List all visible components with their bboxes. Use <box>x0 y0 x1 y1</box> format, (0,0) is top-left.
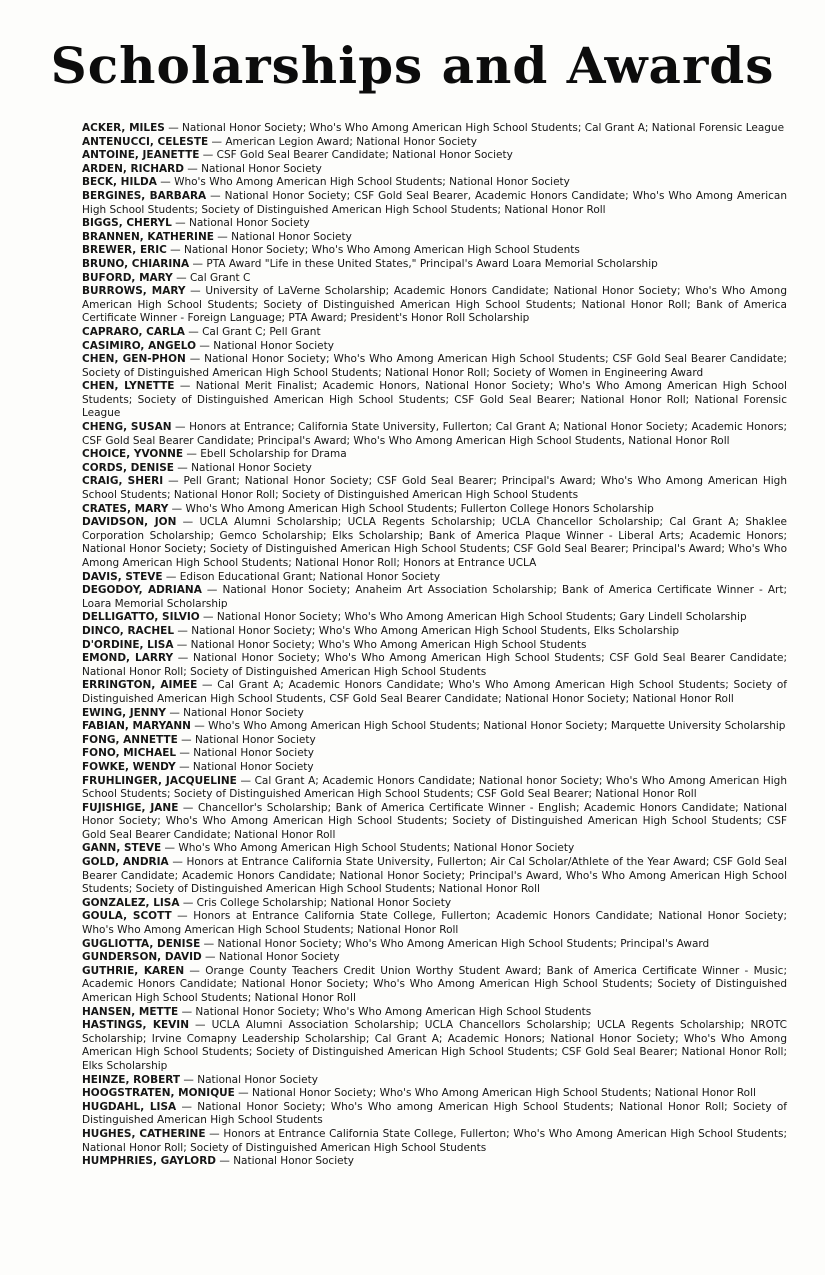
award-list-text: PTA Award "Life in these United States," Principal's Award Loara Memorial Scholarship <box>206 257 658 270</box>
award-entry <box>82 231 787 245</box>
award-entry <box>82 897 787 911</box>
entry-separator: — <box>199 149 217 162</box>
award-list-text: Who's Who Among American High School Students; Fullerton College Honors Scholarship <box>185 502 654 515</box>
entry-separator: — <box>189 257 207 270</box>
student-name: BIGGS, CHERYL <box>82 217 172 230</box>
student-name: FUJISHIGE, JANE <box>82 801 179 814</box>
award-entry <box>82 149 787 163</box>
entry-separator: — <box>180 1073 198 1086</box>
award-list-text: Cal Grant C <box>189 271 251 284</box>
entry-separator: — <box>183 448 201 461</box>
student-name: CORDS, DENISE <box>82 461 174 474</box>
award-entry <box>82 775 787 802</box>
award-list-text: Chancellor's Scholarship; Bank of America Certificate Winner - English; Academic Honors Candidate; National Honor Society; Who's Who Among American High School Students; Society of Distinguished American High School Students; CSF Gold Seal Bearer Candidate; National Honor Roll <box>82 801 787 841</box>
entry-separator: — <box>234 1087 253 1100</box>
award-entry <box>82 217 787 231</box>
award-list-text: National Honor Society <box>233 1155 354 1168</box>
entry-separator: — <box>177 733 195 746</box>
entry-separator: — <box>156 176 175 189</box>
award-list-text: Edison Educational Grant; National Honor Society <box>179 570 441 583</box>
entry-separator: — <box>201 584 223 597</box>
award-list-text: National Honor Society <box>192 760 314 773</box>
student-name: DINCO, RACHEL <box>82 624 175 637</box>
award-entry <box>82 938 787 952</box>
award-entry <box>82 625 787 639</box>
award-entry <box>82 842 787 856</box>
student-name: DELLIGATTO, SILVIO <box>82 611 200 624</box>
student-name: CASIMIRO, ANGELO <box>82 339 197 352</box>
award-list-text: National Honor Society; Who's Who Among American High School Students; Cal Grant A; National Forensic League <box>182 122 785 134</box>
entry-separator: — <box>216 1155 234 1168</box>
award-list-text: National Honor Society <box>213 339 334 352</box>
student-name: DEGODOY, ADRIANA <box>82 584 202 597</box>
award-entry <box>82 258 787 272</box>
entry-separator: — <box>174 624 192 637</box>
award-list-text: Who's Who Among American High School Students; National Honor Society; Marquette University Scholarship <box>208 720 786 733</box>
entry-separator: — <box>168 502 186 515</box>
award-entry <box>82 679 787 706</box>
entry-separator: — <box>165 706 184 719</box>
award-entry <box>82 951 787 965</box>
student-name: HUGHES, CATHERINE <box>82 1127 206 1140</box>
award-list-text: Cal Grant A; Academic Honors Candidate; Who's Who Among American High School Students; Society of Distinguished American High School Students, CSF Gold Seal Bearer Candidate; National Honor Society; National Honor Roll <box>82 679 787 705</box>
entry-separator: — <box>173 461 192 474</box>
award-list-text: National Honor Society; Who's Who Among American High School Students, Elks Scholarship <box>191 624 680 637</box>
student-name: GOLD, ANDRIA <box>82 856 169 869</box>
entry-separator: — <box>184 964 206 977</box>
entry-separator: — <box>199 611 217 624</box>
page-title: Scholarships and Awards <box>50 36 775 95</box>
student-name: FABIAN, MARYANN <box>82 720 191 733</box>
entry-separator: — <box>172 271 190 284</box>
student-name: FONG, ANNETTE <box>82 733 178 746</box>
award-list-text: Ebell Scholarship for Drama <box>200 448 347 461</box>
student-name: GANN, STEVE <box>82 842 162 855</box>
award-entry <box>82 747 787 761</box>
entry-separator: — <box>185 285 206 298</box>
award-entry <box>82 421 787 448</box>
entry-separator: — <box>213 230 232 243</box>
award-entry <box>82 1087 787 1101</box>
entry-separator: — <box>176 747 194 760</box>
entry-separator: — <box>171 910 194 923</box>
award-entry <box>82 802 787 843</box>
entry-separator: — <box>166 244 184 257</box>
award-entry <box>82 856 787 897</box>
award-entry <box>82 340 787 354</box>
award-entry <box>82 652 787 679</box>
student-name: CHENG, SUSAN <box>82 421 172 434</box>
entry-separator: — <box>176 1100 198 1113</box>
award-entry <box>82 448 787 462</box>
entry-separator: — <box>205 1127 224 1140</box>
award-entry <box>82 1101 787 1128</box>
award-list-text: National Honor Society <box>193 747 314 760</box>
entry-separator: — <box>163 475 184 488</box>
student-name: ANTOINE, JEANETTE <box>82 149 200 162</box>
student-name: BRUNO, CHIARINA <box>82 257 190 270</box>
entry-separator: — <box>175 760 193 773</box>
award-list-text: Cal Grant A; Academic Honors Candidate; National honor Society; Who's Who Among American High School Students; Society of Distinguished American High School Students; CSF Gold Seal Bearer; National Honor Roll <box>82 774 787 801</box>
award-entry <box>82 639 787 653</box>
award-list-text: American Legion Award; National Honor Society <box>225 135 477 148</box>
entry-separator: — <box>190 720 209 733</box>
award-list-text: Honors at Entrance California State University, Fullerton; Air Cal Scholar/Athlete of the Year Award; CSF Gold Seal Bearer Candidate; Academic Honors Candidate; National Honor Society; Principal's Award, Who's Who Among American High School Students; Society of Distinguished American High School Students; National Honor Roll <box>82 856 788 896</box>
entry-separator: — <box>178 1005 196 1018</box>
student-name: BUFORD, MARY <box>82 271 173 284</box>
award-entry <box>82 136 787 150</box>
student-name: FOWKE, WENDY <box>82 760 176 773</box>
award-entry <box>82 1019 787 1073</box>
award-entry <box>82 176 787 190</box>
student-name: BURROWS, MARY <box>82 285 186 298</box>
award-list-text: Cris College Scholarship; National Honor Society <box>196 896 452 909</box>
award-list-text: UCLA Alumni Association Scholarship; UCLA Chancellors Scholarship; UCLA Regents Scholarship; NROTC Scholarship; Irvine Comapny Leadership Scholarship; Cal Grant A; Academic Honors; National Honor Society; Who's Who Among American High School Students; Society of Distinguished American High School Students; CSF Gold Seal Bearer; National Honor Roll; Elks Scholarship <box>82 1019 787 1072</box>
student-name: CAPRARO, CARLA <box>82 325 185 338</box>
entry-separator: — <box>197 679 218 692</box>
award-entry <box>82 571 787 585</box>
award-list-text: Honors at Entrance California State College, Fullerton; Who's Who Among American High School Students; National Honor Roll; Society of Distinguished American High School Students <box>82 1127 787 1154</box>
entry-separator: — <box>201 951 219 964</box>
student-name: FONO, MICHAEL <box>82 747 177 760</box>
student-name: BRANNEN, KATHERINE <box>82 230 214 243</box>
student-name: CHEN, GEN-PHON <box>82 353 186 366</box>
entry-separator: — <box>196 339 214 352</box>
award-entry <box>82 503 787 517</box>
award-list-text: National Honor Society; Who's Who Among American High School Students; CSF Gold Seal Bearer Candidate; National Honor Roll; Society of Distinguished American High School Students <box>82 652 787 678</box>
award-list-text: National Honor Society <box>189 217 310 230</box>
student-name: GUTHRIE, KAREN <box>82 964 185 977</box>
entry-separator: — <box>189 1019 212 1032</box>
award-entry <box>82 516 787 570</box>
award-entry <box>82 720 787 734</box>
student-name: D'ORDINE, LISA <box>82 638 174 651</box>
student-name: CRAIG, SHERI <box>82 475 164 488</box>
student-name: BECK, HILDA <box>82 176 157 189</box>
award-list-text: National Honor Society; Who's Who Among American High School Students <box>190 638 587 651</box>
student-name: GUNDERSON, DAVID <box>82 951 202 964</box>
awards-list <box>82 122 787 1169</box>
award-entry <box>82 1155 787 1169</box>
student-name: FRUHLINGER, JACQUELINE <box>82 774 237 787</box>
award-list-text: National Honor Society <box>201 162 322 175</box>
entry-separator: — <box>176 516 200 529</box>
entry-separator: — <box>184 325 203 338</box>
entry-separator: — <box>173 638 191 651</box>
entry-separator: — <box>206 189 225 202</box>
student-name: EMOND, LARRY <box>82 652 174 665</box>
award-list-text: National Honor Society <box>191 461 312 474</box>
award-list-text: National Honor Society <box>231 230 352 243</box>
award-entry <box>82 326 787 340</box>
student-name: ERRINGTON, AIMEE <box>82 679 198 692</box>
award-list-text: National Honor Society; CSF Gold Seal Bearer, Academic Honors Candidate; Who's Who Among American High School Students; Society of Distinguished American High School Students; National Honor Roll <box>82 189 787 216</box>
student-name: HUMPHRIES, GAYLORD <box>82 1155 217 1168</box>
award-list-text: National Honor Society <box>194 733 316 746</box>
award-entry <box>82 353 787 380</box>
award-entry <box>82 190 787 217</box>
student-name: HANSEN, METTE <box>82 1005 179 1018</box>
student-name: GONZALEZ, LISA <box>82 896 180 909</box>
entry-separator: — <box>161 842 179 855</box>
award-entry <box>82 1074 787 1088</box>
student-name: BERGINES, BARBARA <box>82 189 207 202</box>
award-entry <box>82 380 787 421</box>
entry-separator: — <box>171 217 190 230</box>
student-name: EWING, JENNY <box>82 706 166 719</box>
award-entry <box>82 965 787 1006</box>
entry-separator: — <box>208 135 226 148</box>
award-entry <box>82 272 787 286</box>
award-list-text: Cal Grant C; Pell Grant <box>202 325 321 338</box>
entry-separator: — <box>168 856 187 869</box>
award-list-text: National Honor Society; Who's Who among American High School Students; National Honor Roll; Society of Distinguished American High School Students <box>82 1100 787 1127</box>
award-list-text: National Honor Society <box>197 1073 318 1086</box>
student-name: ACKER, MILES <box>82 122 165 134</box>
entry-separator: — <box>183 162 202 175</box>
award-list-text: Who's Who Among American High School Students; National Honor Society <box>178 842 575 855</box>
student-name: HOOGSTRATEN, MONIQUE <box>82 1087 235 1100</box>
award-entry <box>82 707 787 721</box>
award-list-text: University of LaVerne Scholarship; Academic Honors Candidate; National Honor Society; Who's Who Among American High School Students; Society of Distinguished American High School Students; National Honor Roll; Bank of America Certificate Winner - Foreign Language; PTA Award; President's Honor Roll Scholarship <box>82 285 787 325</box>
entry-separator: — <box>236 774 255 787</box>
award-list-text: Orange County Teachers Credit Union Worthy Student Award; Bank of America Certificate Winner - Music; Academic Honors Candidate; National Honor Society; Who's Who Among American High School Students; Society of Distinguished American High School Students; National Honor Roll <box>82 964 787 1004</box>
award-entry <box>82 734 787 748</box>
award-entry <box>82 285 787 326</box>
entry-separator: — <box>173 652 193 665</box>
award-entry <box>82 611 787 625</box>
entry-separator: — <box>179 896 197 909</box>
award-list-text: National Honor Society; Who's Who Among American High School Students; Gary Lindell Scholarship <box>216 611 747 624</box>
student-name: CRATES, MARY <box>82 502 169 515</box>
award-list-text: Who's Who Among American High School Students; National Honor Society <box>174 176 570 189</box>
award-list-text: National Honor Society; Who's Who Among American High School Students; Principal's Award <box>217 937 710 950</box>
award-entry <box>82 462 787 476</box>
award-list-text: Pell Grant; National Honor Society; CSF Gold Seal Bearer; Principal's Award; Who's Who Among American High School Students; National Honor Roll; Society of Distinguished American High School Students <box>82 475 787 502</box>
student-name: HUGDAHL, LISA <box>82 1100 177 1113</box>
student-name: GOULA, SCOTT <box>82 910 172 923</box>
award-list-text: Honors at Entrance California State College, Fullerton; Academic Honors Candidate; National Honor Society; Who's Who Among American High School Students; National Honor Roll <box>82 910 787 937</box>
student-name: BREWER, ERIC <box>82 244 167 257</box>
award-list-text: National Honor Society <box>218 951 340 964</box>
award-entry <box>82 1128 787 1155</box>
award-list-text: National Merit Finalist; Academic Honors, National Honor Society; Who's Who Among American High School Students; Society of Distinguished American High School Students; CSF Gold Seal Bearer; National Honor Roll; National Forensic League <box>82 380 787 420</box>
entry-separator: — <box>178 801 198 814</box>
student-name: CHEN, LYNETTE <box>82 380 175 393</box>
award-list-text: CSF Gold Seal Bearer Candidate; National Honor Society <box>216 149 513 162</box>
award-list-text: National Honor Society; Who's Who Among American High School Students; National Honor Roll <box>252 1087 756 1100</box>
entry-separator: — <box>171 421 190 434</box>
entry-separator: — <box>164 122 183 134</box>
student-name: GUGLIOTTA, DENISE <box>82 937 201 950</box>
student-name: HEINZE, ROBERT <box>82 1073 181 1086</box>
entry-separator: — <box>162 570 180 583</box>
student-name: ARDEN, RICHARD <box>82 162 184 175</box>
student-name: DAVIS, STEVE <box>82 570 163 583</box>
award-list-text: National Honor Society; Who's Who Among American High School Students <box>184 244 580 257</box>
award-list-text: Honors at Entrance; California State University, Fullerton; Cal Grant A; National Honor Society; Academic Honors; CSF Gold Seal Bearer Candidate; Principal's Award; Who's Who Among American High School Students, National Honor Roll <box>82 421 787 447</box>
entry-separator: — <box>200 937 218 950</box>
award-list-text: National Honor Society; Who's Who Among American High School Students; CSF Gold Seal Bearer Candidate; Society of Distinguished American High School Students; National Honor Roll; Society of Women in Engineering Award <box>82 353 788 379</box>
award-entry <box>82 122 787 136</box>
student-name: DAVIDSON, JON <box>82 516 177 529</box>
award-entry <box>82 761 787 775</box>
student-name: CHOICE, YVONNE <box>82 448 184 461</box>
award-entry <box>82 244 787 258</box>
award-entry <box>82 475 787 502</box>
award-list-text: National Honor Society; Who's Who Among American High School Students <box>195 1005 592 1018</box>
award-list-text: UCLA Alumni Scholarship; UCLA Regents Scholarship; UCLA Chancellor Scholarship; Cal Grant A; Shaklee Corporation Scholarship; Gemco Scholarship; Elks Scholarship; Bank of America Plaque Winner - Liberal Arts; Academic Honors; National Honor Society; Society of Distinguished American High School Students; CSF Gold Seal Bearer; Principal's Award; Who's Who Among American High School Students; National Honor Roll; Honors at Entrance UCLA <box>82 516 787 569</box>
award-entry <box>82 584 787 611</box>
award-entry <box>82 163 787 177</box>
award-entry <box>82 910 787 937</box>
award-entry <box>82 1006 787 1020</box>
award-list-text: National Honor Society; Anaheim Art Association Scholarship; Bank of America Certificate Winner - Art; Loara Memorial Scholarship <box>82 584 787 610</box>
entry-separator: — <box>174 380 196 393</box>
award-list-text: National Honor Society <box>183 706 304 719</box>
entry-separator: — <box>185 353 205 366</box>
student-name: ANTENUCCI, CELESTE <box>82 135 209 148</box>
student-name: HASTINGS, KEVIN <box>82 1019 189 1032</box>
